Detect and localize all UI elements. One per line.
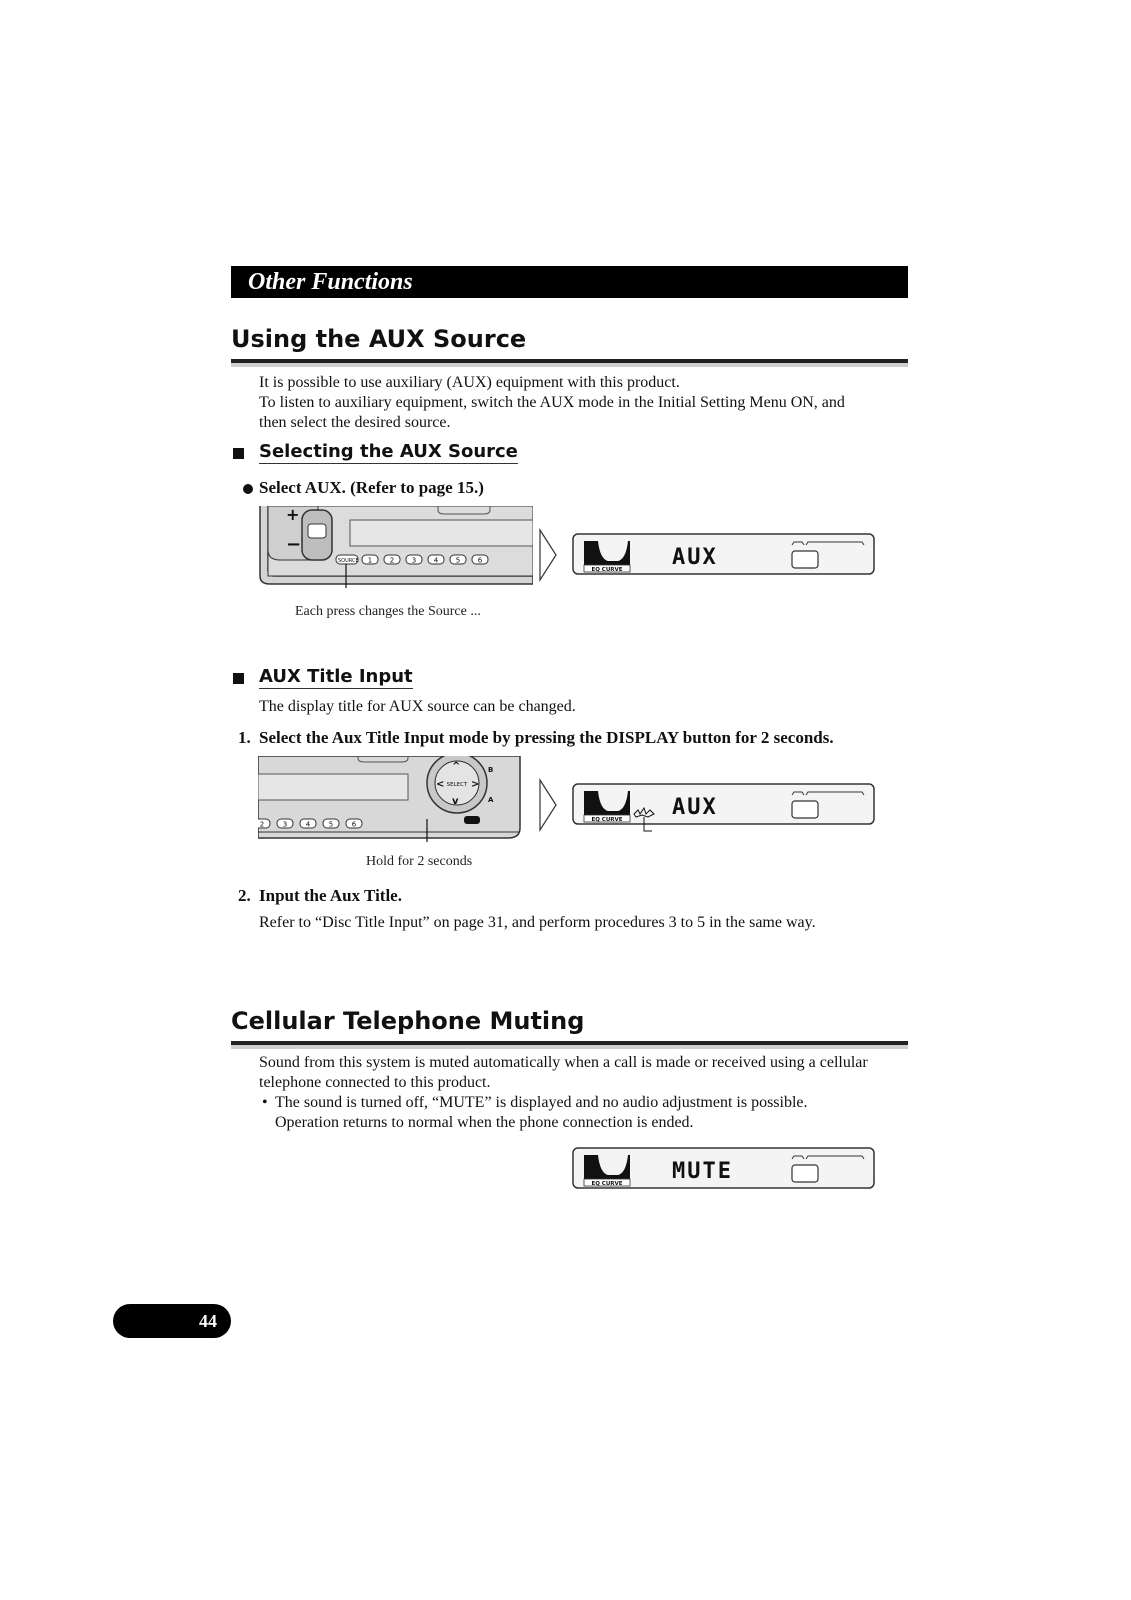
bullet-icon: •: [262, 1094, 268, 1111]
preset-label-2: 2: [259, 820, 265, 829]
intro-line-3: then select the desired source.: [259, 414, 451, 431]
page-number-pill: [113, 1304, 231, 1338]
intro-line-1: It is possible to use auxiliary (AUX) equipment with this product.: [259, 374, 680, 391]
lcd-display-aux: [572, 533, 875, 575]
bullet-dot-icon: [243, 484, 253, 494]
svg-text:A: A: [488, 796, 494, 804]
lcd-text-mute: MUTE: [672, 1159, 733, 1184]
page-number: 44: [199, 1311, 217, 1331]
svg-text:B: B: [488, 766, 494, 774]
eq-curve-label: EQ CURVE: [591, 1181, 623, 1187]
subheading-selecting-aux: Selecting the AUX Source: [259, 441, 518, 462]
select-label: SELECT: [446, 782, 468, 788]
svg-text:<: <: [436, 779, 445, 790]
section-title-aux: Using the AUX Source: [231, 325, 527, 353]
subheading-square-icon: [233, 673, 244, 684]
lcd-display-aux-title: [572, 783, 875, 843]
svg-text:>: >: [471, 779, 480, 790]
bullet-select-aux: Select AUX. (Refer to page 15.): [259, 478, 484, 497]
svg-text:^: ^: [452, 761, 461, 772]
preset-label-5: 5: [455, 556, 461, 565]
caption-hold-2-seconds: Hold for 2 seconds: [366, 854, 473, 869]
lcd-display-mute: [572, 1147, 875, 1189]
preset-label-6: 6: [351, 820, 357, 829]
svg-text:v: v: [452, 796, 459, 807]
preset-label-4: 4: [305, 820, 311, 829]
preset-label-5: 5: [328, 820, 334, 829]
cellular-bullet-line-1: The sound is turned off, “MUTE” is displayed and no audio adjustment is possible.: [275, 1094, 808, 1111]
section-rule: [231, 359, 908, 367]
source-button-label: SOURCE: [338, 558, 359, 564]
arrow-right-icon: [538, 528, 558, 587]
eq-curve-label: EQ CURVE: [591, 567, 623, 573]
subheading-aux-title-input: AUX Title Input: [259, 666, 413, 687]
step2-desc: Refer to “Disc Title Input” on page 31, and perform procedures 3 to 5 in the same way.: [259, 914, 816, 931]
intro-line-2: To listen to auxiliary equipment, switch the AUX mode in the Initial Setting Menu ON, and: [259, 394, 845, 411]
svg-text:+: +: [286, 506, 300, 524]
head-unit-panel-diagram: [258, 506, 533, 588]
section-title-cellular: Cellular Telephone Muting: [231, 1007, 585, 1035]
preset-label-6: 6: [477, 556, 483, 565]
section-rule: [231, 1041, 908, 1049]
head-unit-right-diagram: [258, 756, 530, 842]
arrow-right-icon: [538, 778, 558, 837]
subheading-square-icon: [233, 448, 244, 459]
cellular-line-1: Sound from this system is muted automatically when a call is made or received using a cellular: [259, 1054, 868, 1071]
chapter-header-bar: [231, 266, 908, 298]
preset-label-3: 3: [411, 556, 417, 565]
step1-text: Select the Aux Title Input mode by pressing the DISPLAY button for 2 seconds.: [259, 728, 834, 747]
lcd-text-aux: AUX: [672, 545, 718, 570]
cellular-bullet-line-2: Operation returns to normal when the phone connection is ended.: [275, 1114, 694, 1131]
preset-label-3: 3: [282, 820, 288, 829]
caption-each-press: Each press changes the Source ...: [295, 604, 481, 619]
lcd-text-aux-2: AUX: [672, 795, 718, 820]
head-unit-panel-svg: [258, 506, 533, 588]
aux-title-desc: The display title for AUX source can be changed.: [259, 698, 576, 715]
eq-curve-label: EQ CURVE: [591, 817, 623, 823]
preset-label-2: 2: [389, 556, 395, 565]
preset-label-1: 1: [367, 556, 373, 565]
preset-label-4: 4: [433, 556, 439, 565]
cellular-line-2: telephone connected to this product.: [259, 1074, 491, 1091]
step2-number: 2.: [238, 886, 251, 905]
step1-number: 1.: [238, 728, 251, 747]
step2-text: Input the Aux Title.: [259, 886, 402, 905]
svg-text:−: −: [286, 534, 302, 555]
chapter-title: Other Functions: [248, 269, 413, 295]
